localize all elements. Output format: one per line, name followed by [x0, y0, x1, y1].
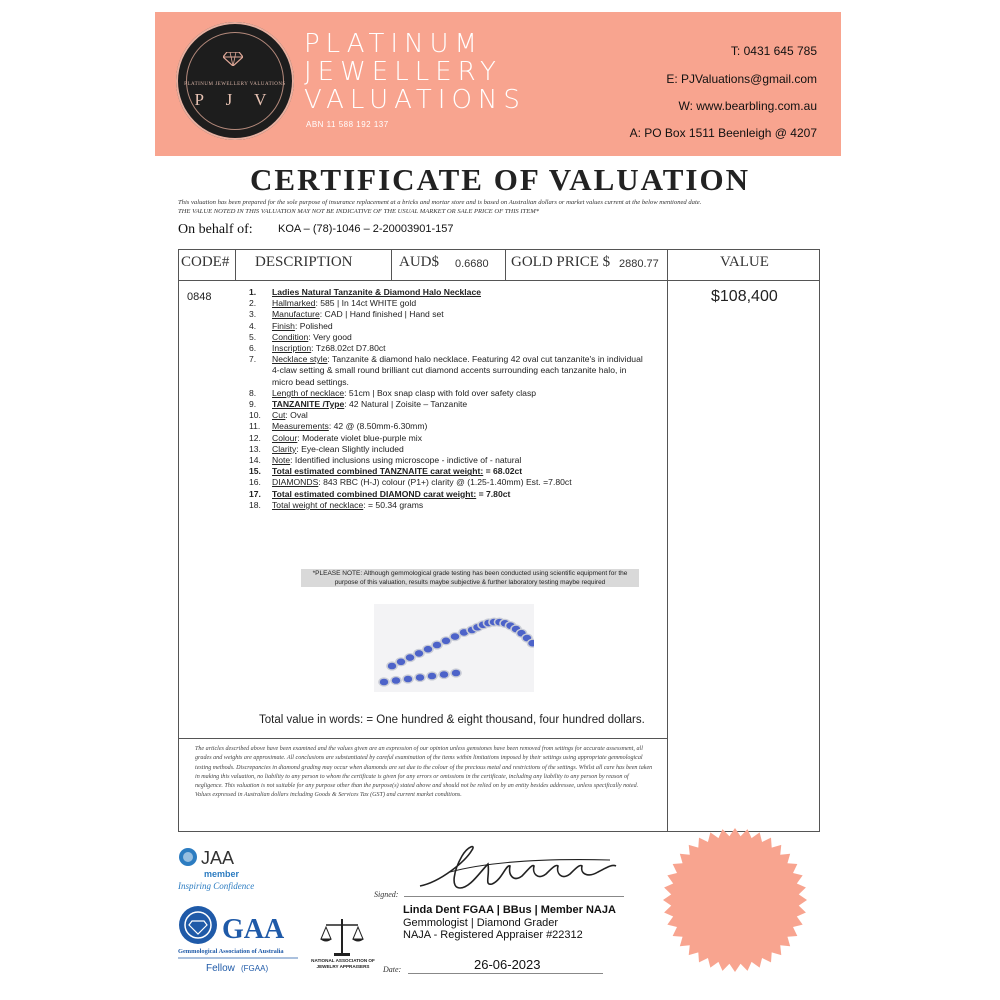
divider	[391, 250, 392, 280]
item-number: 3.	[249, 309, 257, 320]
description-item	[249, 343, 649, 354]
contact-email: E: PJValuations@gmail.com	[666, 72, 817, 86]
tanzanite-gem	[428, 673, 436, 680]
logo-small-text: PLATINUM JEWELLERY VALUATIONS	[184, 82, 286, 87]
item-detail: : 51cm | Box snap clasp with fold over safety clasp	[344, 387, 537, 398]
item-label: Cut	[272, 410, 286, 421]
description-header: DESCRIPTION	[255, 254, 353, 270]
item-number: 8.	[249, 387, 257, 398]
description-item	[249, 388, 649, 399]
item-text	[272, 354, 649, 388]
item-detail: : Identified inclusions using microscope - indictive of - natural	[290, 455, 522, 466]
item-number: 5.	[249, 331, 257, 342]
item-label: Total estimated combined DIAMOND carat weight:	[272, 488, 477, 499]
item-number: 2.	[249, 298, 257, 309]
description-item	[249, 332, 649, 343]
tanzanite-gem	[415, 650, 423, 657]
naja-logo	[308, 915, 378, 975]
item-text	[272, 399, 649, 410]
divider	[179, 280, 819, 281]
abn-number: ABN 11 588 192 137	[306, 120, 389, 129]
diamond-icon	[223, 52, 243, 66]
item-number: 13.	[249, 443, 261, 454]
description-item	[249, 466, 649, 477]
tanzanite-gem	[452, 670, 460, 677]
description-item	[249, 477, 649, 488]
item-label: DIAMONDS	[272, 477, 319, 488]
item-label: Ladies Natural Tanzanite & Diamond Halo Necklace	[272, 287, 482, 297]
description-item	[249, 321, 649, 332]
item-number: 9.	[249, 399, 257, 410]
logo-initials: P J V	[194, 90, 276, 109]
item-number: 4.	[249, 320, 257, 331]
divider	[235, 250, 236, 280]
description-item	[249, 410, 649, 421]
certificate-title: CERTIFICATE OF VALUATION	[250, 162, 750, 197]
item-label: Manufacture	[272, 309, 320, 320]
brand-line-2: JEWELLERY	[304, 57, 502, 87]
item-number: 14.	[249, 455, 261, 466]
item-number: 18.	[249, 499, 261, 510]
item-label: Measurements	[272, 421, 329, 432]
brand-line-1: PLATINUM	[304, 29, 483, 59]
disclaimer-text: The articles described above have been examined and the values given are an expression of our opinion unless gemstones have been removed from settings for accurate assessment, all grades and weights are approximate. All conclusions are substantiated by careful examination of the items within limitations imposed by their settings using appropriate gemmological testing methods. Discrepancies in diamond grading may occur when diamonds are set due to the colour of the precious metal and restrictions of the settings. Whilst all care has been taken in making this valuation, no liability to any person to whom the certificate is given for any errors or omissions in the certificate, including any liability to any person by reason of negligence. This valuation is not suitable for any purpose other than the purpose(s) stated above and should not be relied on by an entity besides addressee, unless specifically noted. Values expressed in Australian dollars including Goods & Services Tax (GST) and current market conditions.	[195, 746, 653, 799]
aud-value: 0.6680	[455, 258, 489, 270]
item-number: 1.	[249, 287, 257, 297]
item-text	[272, 455, 649, 466]
item-detail: : 42 @ (8.50mm-6.30mm)	[328, 421, 428, 432]
on-behalf-value: KOA – (78)-1046 – 2-20003901-157	[278, 223, 454, 235]
item-number: 16.	[249, 477, 261, 488]
tanzanite-gem	[406, 654, 414, 661]
contact-website: W: www.bearbling.com.au	[678, 99, 817, 113]
tanzanite-gem	[380, 679, 388, 686]
item-detail: : Moderate violet blue-purple mix	[297, 432, 422, 443]
description-item	[249, 354, 649, 388]
tanzanite-gem	[424, 646, 432, 653]
item-number: 15.	[249, 466, 261, 477]
signer-registration: NAJA - Registered Appraiser #22312	[403, 929, 583, 941]
gold-price-value: 2880.77	[619, 258, 659, 270]
jaa-name: JAA	[201, 848, 235, 868]
item-number: 10.	[249, 410, 261, 421]
description-item	[249, 489, 649, 500]
item-label: Note	[272, 455, 291, 466]
signature-line	[404, 896, 624, 897]
item-detail: : Very good	[308, 331, 352, 342]
tanzanite-gem	[388, 663, 396, 670]
gold-price-label: GOLD PRICE $	[511, 254, 611, 270]
tanzanite-gem	[404, 676, 412, 683]
jaa-member-logo	[178, 845, 268, 895]
description-item	[249, 298, 649, 309]
description-item	[249, 433, 649, 444]
tanzanite-gem	[442, 638, 450, 645]
item-text	[272, 433, 649, 444]
date-line	[408, 973, 603, 974]
description-item	[249, 455, 649, 466]
jaa-tagline: Inspiring Confidence	[178, 881, 255, 891]
testing-note: *PLEASE NOTE: Although gemmological grade testing has been conducted using scientific equipment for the purpose of this valuation, results maybe subjective & further laboratory testing maybe required	[301, 569, 639, 587]
logo-ring	[186, 32, 284, 130]
handwritten-signature	[410, 842, 620, 894]
description-item	[249, 287, 649, 298]
item-detail: = 7.80ct	[476, 488, 511, 499]
item-label: Colour	[272, 432, 298, 443]
description-item	[249, 399, 649, 410]
item-text	[272, 477, 649, 488]
item-label: Clarity	[272, 443, 297, 454]
signer-name: Linda Dent FGAA | BBus | Member NAJA	[403, 904, 616, 916]
item-text	[272, 421, 649, 432]
tanzanite-gem	[397, 659, 405, 666]
intro-line-2: THE VALUE NOTED IN THIS VALUATION MAY NOT BE INDICATIVE OF THE USUAL MARKET OR SALE PRICE OF THIS ITEM*	[178, 207, 540, 215]
item-text	[272, 388, 649, 399]
jaa-member: member	[204, 869, 240, 879]
gaa-full-name: Gemmological Association of Australia	[178, 948, 284, 955]
signed-label: Signed:	[374, 890, 399, 899]
item-text	[272, 410, 649, 421]
item-code: 0848	[187, 291, 212, 303]
contact-telephone: T: 0431 645 785	[730, 44, 817, 58]
brand-line-3: VALUATIONS	[304, 85, 526, 115]
value-in-words: Total value in words: = One hundred & eight thousand, four hundred dollars.	[259, 714, 645, 726]
item-text	[272, 321, 649, 332]
item-label: Length of necklace	[272, 387, 345, 398]
item-label: Finish	[272, 320, 295, 331]
item-text	[272, 287, 649, 298]
gaa-fellow-abbr: (FGAA)	[241, 964, 269, 973]
tanzanite-gem	[451, 633, 459, 640]
necklace-photo	[374, 604, 534, 692]
item-number: 11.	[249, 421, 261, 432]
intro-line-1: This valuation has been prepared for the sole purpose of insurance replacement at a bricks and mortar store and is based on Australian dollars or market values current at the below mentioned date.	[178, 199, 702, 206]
item-text	[272, 489, 649, 500]
intro-statement	[178, 199, 823, 216]
value-header: VALUE	[720, 254, 769, 270]
tanzanite-gem	[440, 671, 448, 678]
item-text	[272, 343, 649, 354]
item-detail: : Tz68.02ct D7.80ct	[311, 343, 386, 354]
gaa-fellow: Fellow	[206, 963, 235, 974]
signer-block	[403, 904, 616, 942]
item-label: Total weight of necklace	[272, 499, 364, 510]
gaa-logo	[178, 905, 303, 975]
item-detail: : 585 | In 14ct WHITE gold	[315, 298, 417, 309]
valuation-date: 26-06-2023	[474, 957, 541, 972]
description-item	[249, 421, 649, 432]
item-text	[272, 466, 649, 477]
description-item	[249, 444, 649, 455]
item-label: Hallmarked	[272, 298, 316, 309]
item-detail: : = 50.34 grams	[363, 499, 424, 510]
item-text	[272, 332, 649, 343]
tanzanite-gem	[392, 677, 400, 684]
item-text	[272, 444, 649, 455]
tanzanite-gem	[416, 674, 424, 681]
item-number: 12.	[249, 432, 261, 443]
item-label: TANZANITE /Type	[272, 399, 345, 410]
item-detail: = 68.02ct	[483, 466, 523, 477]
divider	[667, 250, 668, 831]
code-header: CODE#	[181, 254, 230, 270]
divider	[179, 738, 667, 739]
aud-label: AUD$	[399, 254, 439, 270]
item-label: Total estimated combined TANZNAITE carat weight:	[272, 466, 484, 477]
item-text	[272, 500, 649, 511]
item-text	[272, 309, 649, 320]
item-detail: : Eye-clean Slightly included	[296, 443, 404, 454]
item-label: Necklace style	[272, 354, 328, 365]
description-item	[249, 309, 649, 320]
item-text	[272, 298, 649, 309]
item-detail: : Polished	[294, 320, 333, 331]
contact-address: A: PO Box 1511 Beenleigh @ 4207	[629, 126, 817, 140]
item-label: Condition	[272, 331, 309, 342]
date-label: Date:	[383, 965, 402, 974]
item-value: $108,400	[711, 288, 778, 305]
item-number: 7.	[249, 354, 257, 365]
tanzanite-gem	[433, 642, 441, 649]
valuation-table	[178, 249, 820, 832]
item-number: 6.	[249, 343, 257, 354]
description-list	[249, 287, 649, 511]
divider	[505, 250, 506, 280]
gaa-name: GAA	[222, 914, 285, 945]
description-item	[249, 500, 649, 511]
on-behalf-label: On behalf of:	[178, 222, 253, 237]
item-detail: : CAD | Hand finished | Hand set	[319, 309, 444, 320]
signer-role: Gemmologist | Diamond Grader	[403, 916, 559, 929]
item-detail: : Oval	[285, 410, 308, 421]
item-number: 17.	[249, 488, 261, 499]
item-detail: : 42 Natural | Zoisite – Tanzanite	[344, 399, 468, 410]
item-detail: : 843 RBC (H-J) colour (P1+) clarity @ (1.25-1.40mm) Est. =7.80ct	[318, 477, 572, 488]
seal-stamp	[660, 825, 810, 975]
naja-text: NATIONAL ASSOCIATION OF JEWELRY APPRAISERS	[311, 958, 375, 969]
item-label: Inscription	[272, 343, 312, 354]
item-detail: : Tanzanite & diamond halo necklace. Featuring 42 oval cut tanzanite's in individual 4-claw setting & small round brilliant cut diamond accents surrounding each tanzanite halo, in micro bead settings.	[272, 354, 643, 387]
